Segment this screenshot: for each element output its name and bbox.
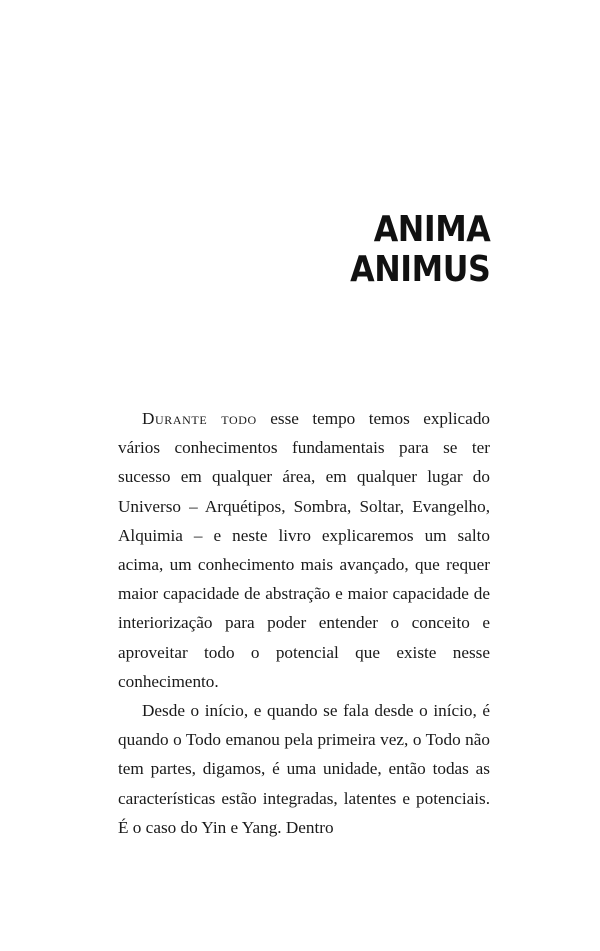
paragraph-lead-small-caps: Durante todo [142,409,257,428]
chapter-title-line-1: ANIMA [373,209,490,251]
paragraph-1-text: esse tempo temos explicado vários conhecimentos fundamentais para se ter sucesso em qualquer área, em qualquer lugar do Universo – Arquétipos, Sombra, Soltar, Evangelho, Alquimia – e neste livro explicaremos um salto acima, um conhecimento mais avançado, que requer maior capacidade de abstração e maior capacidade de interiorização para poder entender o conceito e aproveitar todo o potencial que existe nesse conhecimento. [118,409,491,691]
body-text [118,404,490,842]
paragraph-2-text: Desde o início, e quando se fala desde o início, é quando o Todo emanou pela primeira vez, o Todo não tem partes, digamos, é uma unidade, então todas as características estão integradas, latentes e potenciais. É o caso do Yin e Yang. Dentro [118,701,490,837]
chapter-title-line-2: ANIMUS [349,249,490,291]
paragraph-2 [118,696,490,842]
paragraph-1 [118,404,490,696]
chapter-title [350,210,490,290]
